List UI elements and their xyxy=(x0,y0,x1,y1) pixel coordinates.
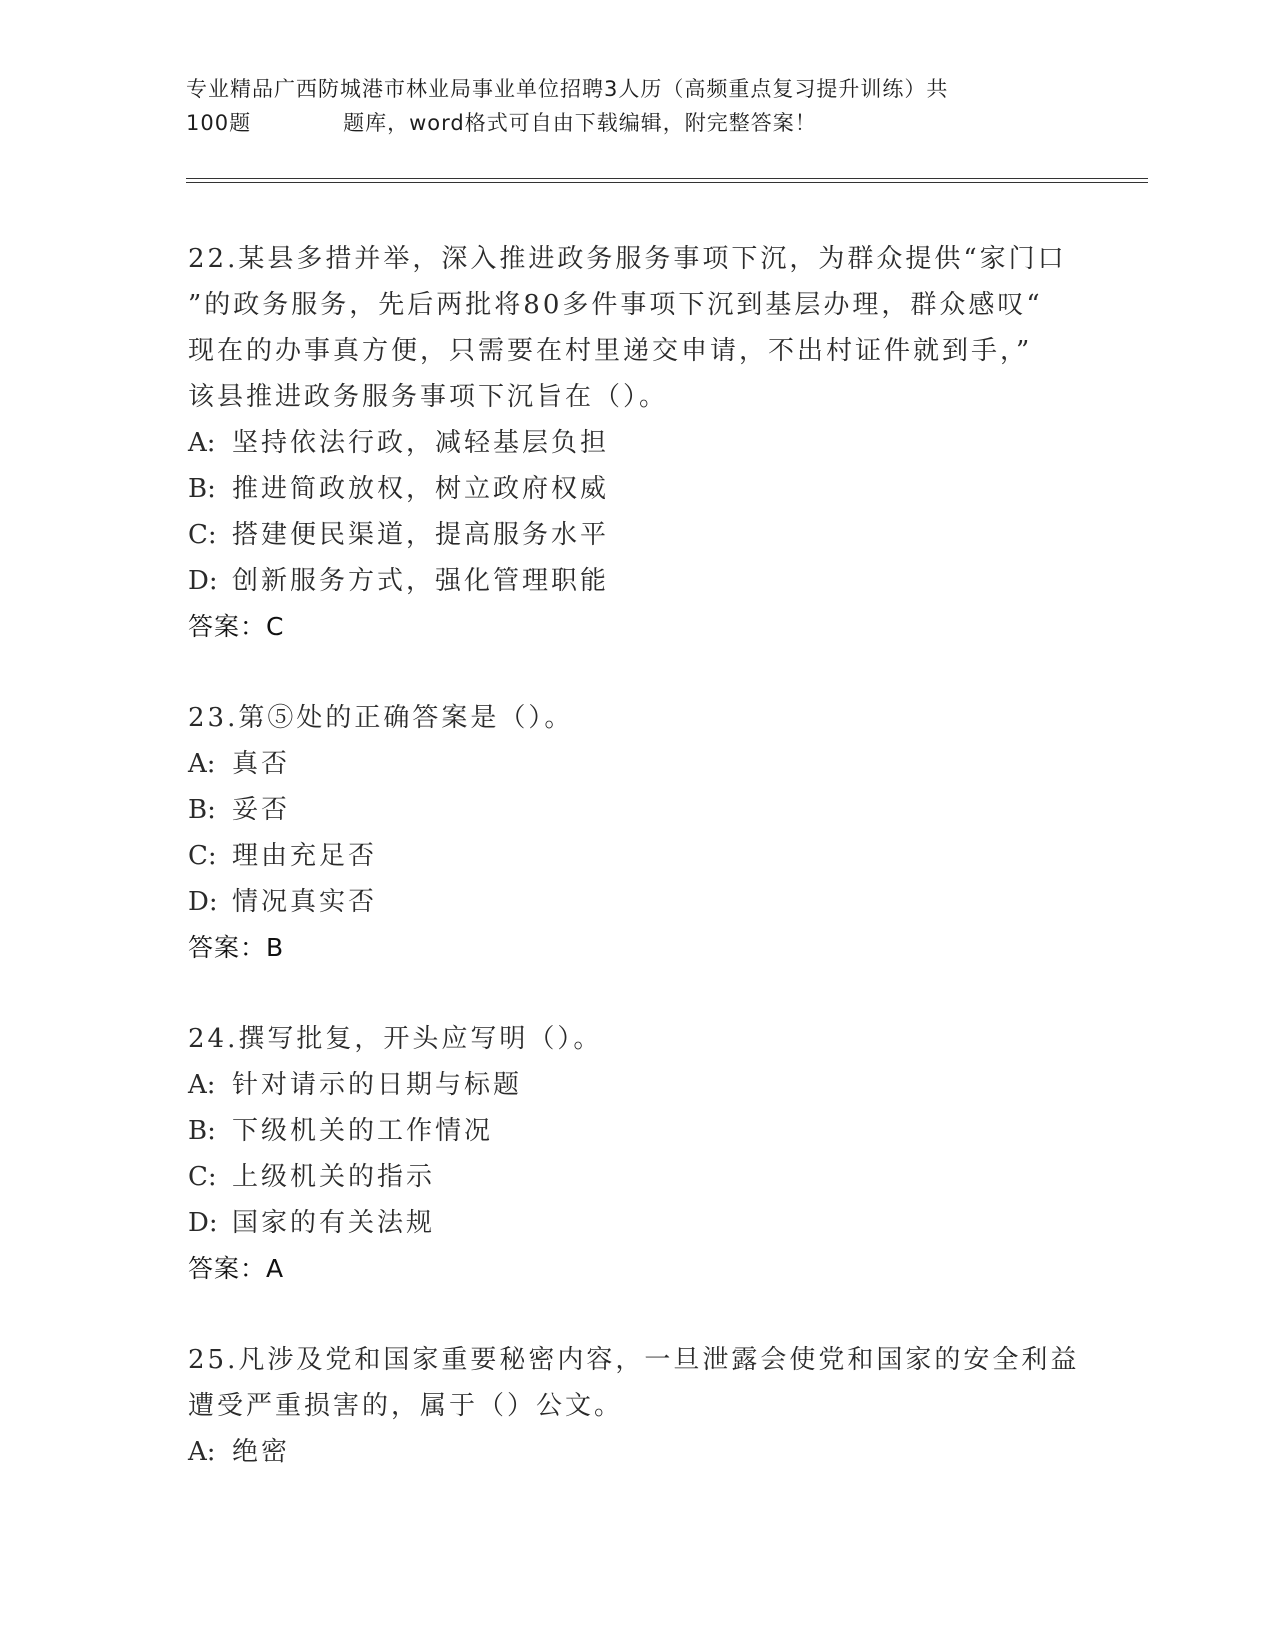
option-c: C: 上级机关的指示 xyxy=(188,1162,436,1192)
header-description: 题库，word格式可自由下载编辑，附完整答案！ xyxy=(343,111,817,135)
question-stem: 24.撰写批复，开头应写明（）。 xyxy=(188,1024,603,1054)
question-24 xyxy=(188,1016,1088,1292)
question-stem: 25.凡涉及党和国家重要秘密内容，一旦泄露会使党和国家的安全利益 遭受严重损害的，属于（）公文。 xyxy=(188,1345,1080,1421)
answer: 答案：B xyxy=(188,933,285,962)
question-stem: 23.第⑤处的正确答案是（）。 xyxy=(188,703,574,733)
header-question-count: 100题 xyxy=(186,111,252,135)
header-title-line-1: 专业精品广西防城港市林业局事业单位招聘3人历（高频重点复习提升训练）共 xyxy=(186,77,949,101)
header-title-line-2 xyxy=(186,106,1086,140)
option-d: D: 创新服务方式，强化管理职能 xyxy=(188,566,610,596)
option-d: D: 国家的有关法规 xyxy=(188,1208,436,1238)
question-list xyxy=(188,236,1088,1520)
option-a: A: 绝密 xyxy=(188,1437,291,1467)
option-b: B: 下级机关的工作情况 xyxy=(188,1116,494,1146)
header-divider-bottom xyxy=(186,182,1148,183)
option-c: C: 理由充足否 xyxy=(188,841,378,871)
option-b: B: 妥否 xyxy=(188,795,291,825)
document-header xyxy=(186,72,1086,140)
question-25 xyxy=(188,1337,1088,1475)
question-stem: 22.某县多措并举，深入推进政务服务事项下沉，为群众提供“家门口 ”的政务服务，先后两批将80多件事项下沉到基层办理，群众感叹“ 现在的办事真方便，只需要在村里递交申请，不出村证件就到手，” 该县推进政务服务事项下沉旨在（）。 xyxy=(188,244,1067,412)
option-a: A: 针对请示的日期与标题 xyxy=(188,1070,523,1100)
answer: 答案：C xyxy=(188,612,285,641)
option-a: A: 真否 xyxy=(188,749,291,779)
option-d: D: 情况真实否 xyxy=(188,887,378,917)
option-a: A: 坚持依法行政，减轻基层负担 xyxy=(188,428,610,458)
question-22 xyxy=(188,236,1088,650)
option-b: B: 推进简政放权，树立政府权威 xyxy=(188,474,610,504)
question-23 xyxy=(188,695,1088,971)
option-c: C: 搭建便民渠道，提高服务水平 xyxy=(188,520,610,550)
answer: 答案：A xyxy=(188,1254,285,1283)
header-divider-top xyxy=(186,178,1148,179)
